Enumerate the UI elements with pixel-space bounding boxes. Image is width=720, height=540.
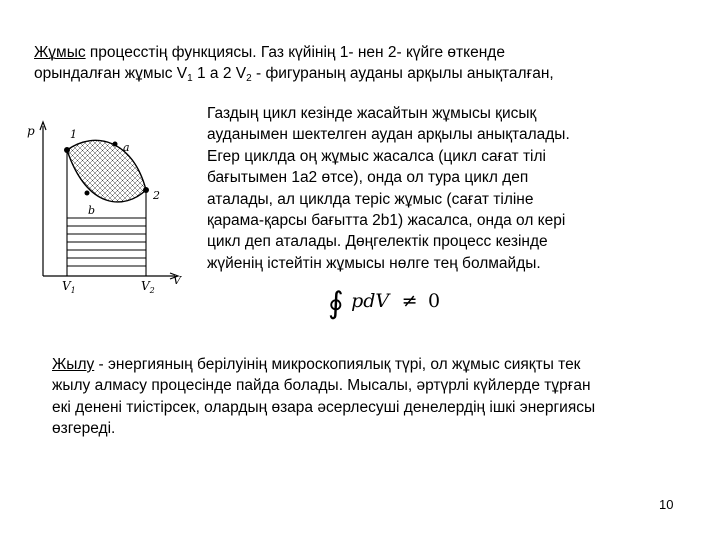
cycle-line: қарама-қарсы бағытта 2b1) жасалса, онда ол кері: [207, 212, 566, 230]
point-1: [64, 147, 70, 153]
cycle-area: [67, 140, 146, 202]
intro-line-2: [34, 63, 554, 89]
point-2-label: 2: [153, 189, 160, 202]
intro-line-1: [34, 42, 505, 63]
intro-line-2-start: орындалған жұмыс V: [34, 65, 188, 82]
heat-line: жылу алмасу процесінде пайда болады. Мысалы, әртүрлі күйлерде тұрған: [52, 377, 591, 395]
axis-v-label: V: [173, 274, 181, 287]
point-b: [85, 191, 90, 196]
point-1-label: 1: [70, 128, 77, 141]
cycle-line: Газдың цикл кезінде жасайтын жұмысы қисық: [207, 105, 537, 122]
v1-subscript: 1: [187, 73, 193, 84]
formula-relation: ≠: [401, 290, 418, 312]
heat-line-first: [52, 354, 595, 375]
cycle-line: цикл деп аталады. Дөңгелектік процесс кезінде: [207, 233, 548, 251]
heat-term-link[interactable]: Жылу: [52, 356, 95, 373]
point-a-label: a: [123, 141, 130, 154]
cycle-line: аталады, ал циклда теріс жұмыс (сағат тіліне: [207, 190, 534, 208]
cycle-line: бағытымен 1а2 өтсе), онда ол тура цикл деп: [207, 169, 529, 187]
formula-expression: pdV: [351, 290, 390, 312]
heat-paragraph: [52, 354, 595, 440]
intro-line-1-text: процесстің функциясы. Газ күйінің 1- нен 2- күйге өткенде: [85, 44, 505, 61]
work-term-link[interactable]: Жұмыс: [34, 44, 86, 61]
intro-line-2-end: - фигураның ауданы арқылы анықталған,: [251, 65, 554, 82]
contour-integral-sign: ∮: [328, 286, 344, 321]
axis-p-label: p: [27, 124, 35, 138]
cycle-line: жүйенің істейтін жұмысы нөлге тең болмайды.: [207, 254, 541, 272]
cycle-line: Егер циклда оң жұмыс жасалса (цикл сағат тілі: [207, 147, 546, 165]
pv-cycle-diagram: [25, 118, 195, 293]
point-2: [143, 187, 149, 193]
page-number: 10: [659, 497, 674, 512]
v2-label: $V_2$: [141, 279, 155, 293]
cycle-line: ауданымен шектелген аудан арқылы анықталады.: [207, 126, 570, 144]
point-b-label: b: [88, 204, 96, 217]
heat-line: өзгереді.: [52, 420, 116, 438]
formula-rhs: 0: [427, 290, 441, 312]
area-hlines: [67, 218, 146, 266]
intro-line-2-mid: 1 а 2 V: [192, 65, 247, 82]
v2-subscript: 2: [246, 73, 252, 84]
v1-label: $V_1$: [62, 279, 76, 293]
heat-line: екі денені тиістірсек, олардың өзара әсерлесуші денелердің ішкі энергиясы: [52, 398, 596, 416]
cycle-paragraph: [207, 103, 570, 274]
cycle-integral-formula: [328, 286, 440, 321]
point-a: [113, 142, 118, 147]
heat-first-text: - энергияның берілуінің микроскопиялық түрі, ол жұмыс сияқты тек: [94, 356, 581, 373]
